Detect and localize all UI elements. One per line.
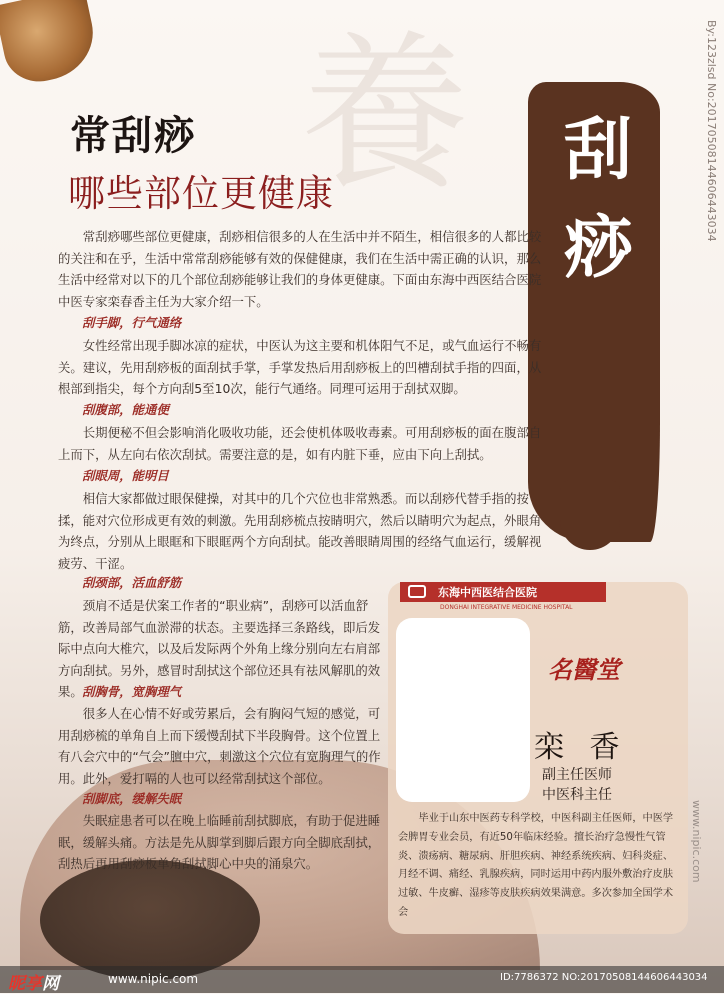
- section-text: 女性经常出现手脚冰凉的症状，中医认为这主要和机体阳气不足，或气血运行不畅有关。建议，先用刮痧板的面刮拭手掌，手掌发热后用刮痧板上的凹槽刮拭手指的四面，从根部到指尖，每个方向刮5至10次，能行气通络。同理可运用于刮拭双脚。: [58, 338, 542, 397]
- hospital-name-en: DONGHAI INTEGRATIVE MEDICINE HOSPITAL: [440, 604, 573, 611]
- site-url-link[interactable]: www.nipic.com: [108, 972, 199, 986]
- section-text: 失眠症患者可以在晚上临睡前刮拭脚底，有助于促进睡眠，缓解头痛。方法是先从脚掌到脚后跟方向全脚底刮拭，刮热后再用刮痧板单角刮拭脚心中央的涌泉穴。: [58, 813, 381, 872]
- side-watermark: By:123zlsd No:20170508144606443034: [705, 20, 718, 242]
- hospital-banner: [400, 582, 606, 611]
- doctor-bio: 毕业于山东中医药专科学校，中医科副主任医师，中医学会脾胃专业会员，有近50年临床经验。擅长治疗急慢性气管炎、溃疡病、糖尿病、肝胆疾病、神经系统疾病、妇科炎症、月经不调、痛经、乳腺疾病，同时运用中药内服外敷治疗皮肤过敏、牛皮癣、湿疹等皮肤疾病效果满意。多次参加全国学术会: [398, 813, 674, 918]
- section-heading: 刮颈部，活血舒筋: [82, 575, 182, 590]
- brush-char-1: 刮: [563, 110, 632, 190]
- section-heading: 刮脚底，缓解失眠: [82, 791, 182, 806]
- hospital-name: 东海中西医结合医院: [438, 586, 537, 599]
- brush-stroke-tail: [560, 480, 620, 550]
- site-logo-part2: 网: [42, 974, 59, 994]
- brush-char-2: 痧: [563, 208, 632, 288]
- image-id: ID:7786372 NO:20170508144606443034: [500, 972, 708, 983]
- site-logo[interactable]: [8, 969, 59, 994]
- gua-sha-stone-image: [0, 0, 101, 88]
- hospital-logo-icon: [408, 585, 426, 598]
- doctor-name: 栾 香: [534, 730, 628, 765]
- seal-logo: 名醫堂: [548, 655, 620, 684]
- doctor-photo-placeholder: [396, 618, 530, 802]
- site-logo-part1: 昵享: [8, 974, 42, 994]
- section-heading: 刮手脚，行气通络: [82, 315, 182, 330]
- section-text: 颈肩不适是伏案工作者的“职业病”，刮痧可以活血舒筋，改善局部气血淤滞的状态。主要选择三条路线，即后发际中点向大椎穴，以及后发际两个外角上缘分别向左右肩部方向刮拭。另外，感冒时刮拭这个部位还具有祛风解肌的效果。: [58, 598, 381, 700]
- background-character: 養: [300, 16, 471, 214]
- doctor-title: 副主任医师: [542, 767, 612, 783]
- page-title: 哪些部位更健康: [68, 172, 334, 215]
- section-text: 很多人在心情不好或劳累后，会有胸闷气短的感觉，可用刮痧梳的单角自上而下缓慢刮拭下半段胸骨。这个位置上有八会穴中的“气会”膻中穴，刺激这个穴位有宽胸理气的作用。此外，爱打嗝的人也可以经常刮拭这个部位。: [58, 706, 381, 786]
- section-text: 相信大家都做过眼保健操，对其中的几个穴位也非常熟悉。而以刮痧代替手指的按揉，能对穴位形成更有效的刺激。先用刮痧梳点按睛明穴，然后以睛明穴为起点，外眼角为终点，分别从上眼眶和下眼眶两个方向刮拭。能改善眼睛周围的经络气血运行，缓解视疲劳、干涩。: [58, 491, 542, 571]
- intro-paragraph: 常刮痧哪些部位更健康，刮痧相信很多的人在生活中并不陌生，相信很多的人都比较的关注和在乎，生活中常常刮痧能够有效的保健健康，我们在生活中需正确的认识，那么生活中经常对以下的几个部位刮痧能够让我们的身体更健康。下面由东海中西医结合医院中医专家栾春香主任为大家介绍一下。: [58, 229, 542, 309]
- doctor-department: 中医科主任: [542, 787, 612, 803]
- hair-image: [40, 860, 260, 980]
- section-text: 长期便秘不但会影响消化吸收功能，还会使机体吸收毒素。可用刮痧板的面在腹部自上而下，从左向右依次刮拭。需要注意的是，如有内脏下垂，应由下向上刮拭。: [58, 425, 542, 462]
- title-line-1: 常刮痧: [70, 112, 196, 159]
- section-heading: 刮眼周，能明目: [82, 468, 169, 483]
- side-url-watermark: www.nipic.com: [690, 800, 703, 883]
- section-heading: 刮腹部，能通便: [82, 402, 169, 417]
- section-heading: 刮胸骨，宽胸理气: [82, 684, 182, 699]
